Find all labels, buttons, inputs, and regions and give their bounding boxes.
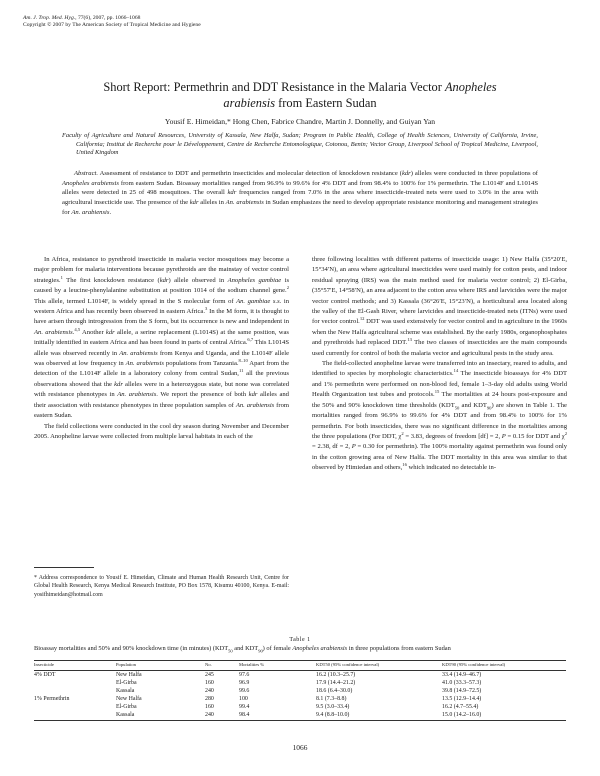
footnote-rule (34, 567, 94, 568)
species-term: Anopheles gambiae (227, 276, 282, 284)
table-row (34, 671, 566, 680)
abstract-species: Anopheles arabiensis (62, 179, 119, 187)
abstract-text: frequencies ranged from 7.0% in the area where insecticide-treated nets were used to 3.0% in the area with agricultural insecticide use. The presence of the (62, 189, 538, 207)
text: This allele, termed L1014F, is widely spread in the S molecular form of (34, 297, 237, 305)
cell-population: New Halfa (116, 696, 142, 703)
gene-term: kdr (159, 276, 169, 284)
abstract-text: Assessment of resistance to DDT and permethrin insecticides and molecular detection of knockdown resistance ( (98, 170, 402, 177)
text: The first knockdown resistance ( (62, 276, 160, 284)
citation-ref: 13 (407, 337, 412, 343)
stat-symbol: P (351, 443, 356, 451)
body-paragraph (34, 255, 289, 422)
text: The two classes of insecticides are the main compounds used currently for control of both the malaria vector and agricultural pests in the study area. (312, 339, 567, 357)
text: all the previous observations showed that the (34, 370, 289, 388)
right-column (312, 255, 567, 474)
gene-term: kdr (105, 328, 115, 336)
citation-ref: 11 (238, 368, 244, 374)
species-term: An. arabiensis (119, 349, 158, 357)
cell-kdt90: 13.5 (12.9–14.4) (442, 696, 482, 703)
cell-mortality: 98.4 (239, 711, 316, 720)
left-column (34, 255, 289, 442)
copyright: Copyright © 2007 by The American Society of Tropical Medicine and Hygiene (23, 22, 201, 28)
abstract-species: An. arabiensis (71, 208, 110, 216)
subscript: 90 (258, 647, 263, 653)
cell-kdt50: 9.5 (3.0–33.4) (316, 704, 350, 711)
table-row (34, 695, 566, 703)
cell-kdt50: 8.1 (7.3–8.8) (316, 696, 347, 703)
abstract-text: from eastern Sudan. Bioassay mortalities ranged from 96.9% to 99.6% for 4% DDT and from 98.4% to 100% for 1% permethrin. The L1014F and L1014S alleles were detected in 25 of 498 mosquitoes. The overall (62, 179, 538, 197)
cell-insecticide (34, 711, 116, 720)
text: ) are shown in Table 1. The mortalities ranged from 96.9% to 99.6% for 4% DDT and from 98.4% to 100% for 1% permethrin. For both insecticides, there was no significant difference in the mortalities among the three populations (For DDT, χ (312, 401, 567, 440)
cell-insecticide: 4% DDT (34, 672, 56, 678)
col-header-kdt50: KDT50 (95% confidence interval) (316, 661, 442, 671)
col-header-insecticide: Insecticide (34, 661, 116, 671)
abstract-kdr: kdr (227, 189, 237, 197)
table-row (34, 687, 566, 695)
cell-kdt90: 41.0 (33.3–57.3) (442, 680, 482, 687)
abstract-kdr: kdr (401, 170, 411, 177)
cell-mortality: 97.6 (239, 672, 250, 678)
species-term: An. arabiensis (34, 328, 73, 336)
title-text-end: from Eastern Sudan (275, 96, 377, 110)
cell-no: 280 (205, 696, 214, 703)
subscript: 50 (228, 647, 233, 653)
text: . (72, 328, 75, 336)
cell-kdt90: 15.0 (14.2–16.0) (442, 711, 566, 720)
text: from Kenya and Uganda, and the L1014F allele was observed at low frequency in (34, 349, 290, 368)
citation-ref: 4,5 (74, 326, 81, 332)
title-text: Short Report: Permethrin and DDT Resistance in the Malaria Vector (103, 80, 445, 94)
text: DDT was used extensively for vector control and in agriculture in the 1960s when the New Halfa agricultural scheme was established. By the early 1980s, organophosphates and pyrethroids had replaced DDT. (312, 318, 567, 347)
abstract-text: ) alleles were conducted in three populations of (410, 170, 538, 177)
text: . We report the presence of both (156, 391, 249, 399)
text: = 2.38, df = 2, (312, 443, 352, 451)
body-paragraph (312, 359, 567, 473)
cell-mortality: 99.6 (239, 688, 250, 695)
cell-insecticide: 1% Permethrin (34, 696, 70, 703)
table-caption (34, 636, 566, 653)
data-table (34, 660, 566, 721)
stat-symbol: P (501, 432, 506, 440)
article-title (40, 79, 560, 111)
text: in western Africa and has recently been observed in eastern Africa. (34, 297, 289, 316)
text: from eastern Sudan. (34, 401, 289, 420)
col-header-mortalities: Mortalities % (239, 661, 316, 671)
journal-name: Am. J. Trop. Med. Hyg., (23, 15, 77, 21)
citation-ref: 12 (359, 316, 365, 322)
cell-no: 240 (205, 688, 214, 695)
cell-mortality: 96.9 (239, 680, 250, 687)
affiliations (62, 132, 538, 158)
abstract-kdr: kdr (189, 199, 199, 207)
table-caption-text (34, 645, 566, 654)
cell-no: 240 (205, 711, 239, 720)
gene-term: kdr (248, 391, 258, 399)
text: which indicated no detectable in- (406, 464, 497, 472)
species-term: An. gambiae s.s. (236, 297, 282, 305)
cell-kdt90: 39.8 (14.9–72.5) (442, 688, 482, 695)
text: Another (80, 328, 106, 336)
cell-kdt50: 18.6 (6.4–30.0) (316, 688, 353, 695)
citation-ref: 14 (453, 368, 459, 374)
text: The insecticide bioassays for 4% DDT and 1% permethrin were performed on non-blood fed, female 1–3-day old adults using World Health Organization test tubes and protocols. (312, 370, 567, 399)
table-header-row (34, 661, 566, 671)
cell-kdt50: 17.9 (14.4–21.2) (316, 680, 356, 687)
title-genus: Anopheles (444, 80, 497, 94)
text: is caused by a leucine-phenylalanine substitution at position 1014 of the sodium channel gene. (34, 276, 290, 295)
text: In the M form, it is thought to have arisen through introgression from the S form, but its occurrence is new and independent in (34, 308, 290, 326)
citation-ref: 1 (60, 274, 63, 280)
correspondence-footnote: * Address correspondence to Yousif E. Himeidan, Climate and Human Health Research Unit, Centre for Global Health Research, Kenya Medical Research Institute, PO Box 1578, Kisumu 40100, Kenya. E-mail: yosifhimeidan@hotmail.com (34, 575, 289, 598)
abstract-label: Abstract. (74, 170, 98, 177)
abstract-species: An. arabiensis (225, 199, 264, 207)
species-term: An. arabiensis (235, 401, 275, 409)
text: alleles were in a heterozygous state, but none was correlated with resistance phenotypes in (34, 380, 290, 399)
affiliation-text: Faculty of Agriculture and Natural Resources, University of Kassala, New Halfa, Sudan; Program in Public Health, College of Health Sciences, University of California, Irvine, California; Institut de Recherche pour le Développement, Centre de Recherche Entomologique, Cotonou, Benin; Vector Group, Liverpool School of Tropical Medicine, Liverpool, United Kingdom (62, 132, 538, 157)
text: allele, a serine replacement (L1014S) at the same position, was initially identified in eastern Africa and has been found in parts of central Africa. (34, 328, 289, 347)
body-paragraph (312, 255, 567, 359)
text: = 0.30 for permethrin). The 100% mortality against permethrin was found only in the cotton growing area of New Halfa. The DDT mortality in this area was similar to that observed by Himiedan and others, (312, 443, 567, 472)
text: = 0.15 for DDT and χ (505, 432, 565, 440)
citation-ref: 16 (402, 461, 407, 467)
author-list: Yousif E. Himeidan,* Hong Chen, Fabrice Chandre, Martin J. Donnelly, and Guiyan Yan (164, 117, 436, 126)
text: = 3.83, degrees of freedom [df] = 2, (403, 432, 502, 440)
cell-no: 160 (205, 680, 214, 687)
subscript: 50 (454, 405, 460, 410)
body-paragraph: The field collections were conducted in the cool dry season during November and December 2005. Anopheline larvae were collected from multiple larval habitats in each of the (34, 422, 289, 440)
citation-ref: 3 (205, 305, 208, 311)
citation-ref: 15 (434, 389, 440, 395)
text: in three populations from eastern Sudan (347, 644, 451, 652)
cell-kdt90: 33.4 (14.9–46.7) (442, 672, 482, 678)
table-row (34, 679, 566, 687)
abstract-text: in Sudan emphasizes the need to develop appropriate resistance monitoring and management strategies for (62, 199, 539, 216)
text: The field-collected anopheline larvae were transferred into an insectary, reared to adults, and identified to species by morphologic characteristics. (312, 360, 567, 378)
superscript: 2 (564, 430, 567, 436)
col-header-population: Population (116, 661, 205, 671)
cell-no: 160 (205, 704, 214, 711)
cell-kdt50: 9.4 (8.8–10.0) (316, 711, 442, 720)
cell-insecticide (34, 687, 116, 695)
col-header-no: No. (205, 661, 239, 671)
abstract (62, 169, 538, 218)
col-header-kdt90: KDT90 (95% confidence interval) (442, 661, 566, 671)
species-term: An. arabiensis (125, 360, 164, 368)
cell-population: Kassala (116, 688, 135, 695)
citation-ref: 8–10 (238, 357, 248, 363)
citation-ref: 6,7 (247, 337, 254, 343)
abstract-text: alleles in (198, 199, 226, 207)
table-label: Table 1 (289, 637, 311, 643)
species-term: An. arabiensis (117, 391, 157, 399)
subscript: 90 (486, 405, 492, 410)
page-number: 1066 (292, 743, 308, 752)
text: alleles and their association with resistance phenotypes in three population samples of (34, 391, 289, 409)
text: This L1014S allele was observed recently in (34, 339, 289, 357)
text: and KDT (459, 401, 487, 409)
text: Bioassay mortalities and 50% and 90% knockdown time (in minutes) (KDT (34, 644, 229, 652)
cell-population: El-Girba (116, 704, 137, 711)
gene-term: kdr (114, 380, 123, 388)
table-row (34, 703, 566, 711)
cell-kdt50: 16.2 (10.3–25.7) (316, 672, 356, 678)
superscript: 2 (401, 430, 404, 436)
text: ) of female (262, 644, 293, 652)
cell-no: 245 (205, 672, 214, 678)
text: ) allele observed in (168, 276, 228, 284)
species-term: Anopheles arabiensis (292, 644, 348, 652)
text: and KDT (232, 644, 259, 652)
cell-population: New Halfa (116, 672, 142, 678)
cell-kdt90: 16.2 (4.7–55.4) (442, 704, 479, 711)
cell-insecticide (34, 679, 116, 687)
citation-ref: 2 (286, 285, 289, 291)
text: three following localities with different patterns of insecticide usage: 1) New Halfa (35°20′E, 15°34′N), an area where agricultural insecticides were used mainly for cotton pests, and indoor residual spraying (IRS) was the main method used for malaria vector control; 2) El-Girba, (35°57′E, 14°58′N), an area adjacent to the cotton area where IRS and larvicides were the major vector control methods; and 3) Kassala (36°26′E, 15°23′N), a horticultural area located along the valley of the El-Gash River, where larvicides and insecticide-treated nets (ITNs) were used for vector control. (312, 256, 567, 326)
text: The mortalities at 24 hours post-exposure and the 50% and 90% knockdown time thresholds (KDT (312, 391, 568, 409)
cell-mortality: 100 (239, 696, 248, 703)
citation: 77(6), 2007, pp. 1066–1068 (76, 15, 141, 21)
table-row (34, 711, 566, 720)
cell-mortality: 99.4 (239, 704, 250, 711)
cell-population: El-Girba (116, 680, 137, 687)
running-header (23, 15, 201, 29)
cell-population: Kassala (116, 711, 205, 720)
cell-insecticide (34, 703, 116, 711)
text: Apart from the detection of the L1014F allele in a laboratory colony from central Sudan, (34, 360, 290, 378)
text: populations from Tanzania. (164, 360, 239, 368)
text: In Africa, resistance to pyrethroid insecticide in malaria vector mosquitoes may become a major problem for malaria interventions because pyrethroids are the mainstay of vector control strategies. (34, 256, 289, 284)
title-species: arabiensis (223, 96, 276, 110)
abstract-text: . (109, 208, 112, 216)
